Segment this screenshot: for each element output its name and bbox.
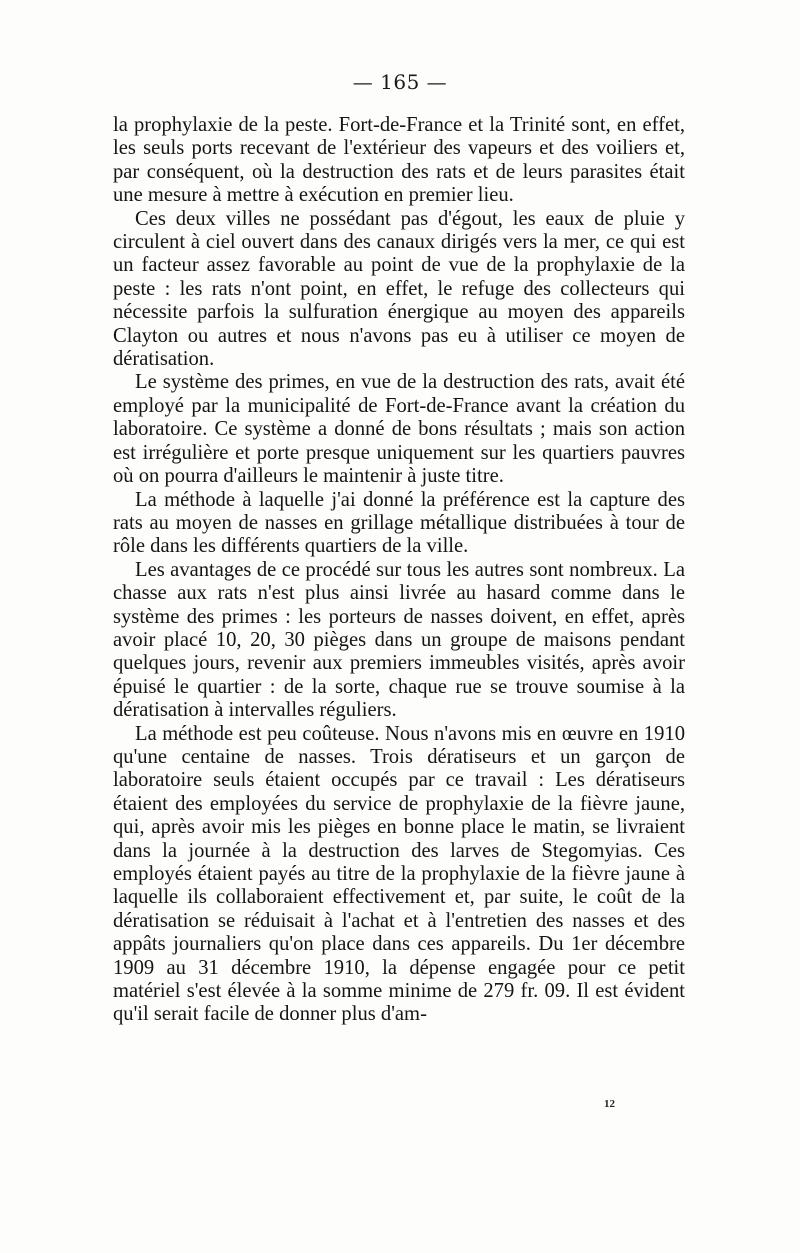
paragraph-5: Les avantages de ce procédé sur tous les autres sont nombreux. La chasse aux rats n'est plus ainsi livrée au hasard comme dans le système des primes : les porteurs de nasses doivent, en effet, après avoir placé 10, 20, 30 pièges dans un groupe de maisons pendant quelques jours, revenir aux premiers immeubles visités, après avoir épuisé le quartier : de la sorte, chaque rue se trouve soumise à la dératisation à intervalles réguliers. — [113, 558, 685, 722]
paragraph-3: Le système des primes, en vue de la destruction des rats, avait été employé par la municipalité de Fort-de-France avant la création du laboratoire. Ce système a donné de bons résultats ; mais son action est irrégulière et porte presque uniquement sur les quartiers pauvres où on pourra d'ailleurs le maintenir à juste titre. — [113, 371, 685, 488]
body-text — [113, 114, 685, 1027]
signature-mark: 12 — [604, 1098, 615, 1110]
paragraph-6: La méthode est peu coûteuse. Nous n'avons mis en œuvre en 1910 qu'une centaine de nasses. Trois dératiseurs et un garçon de laboratoire seuls étaient occupés par ce travail : Les dératiseurs étaient des employées du service de prophylaxie de la fièvre jaune, qui, après avoir mis les pièges en bonne place le matin, se livraient dans la journée à la destruction des larves de Stegomyias. Ces employés étaient payés au titre de la prophylaxie de la fièvre jaune à laquelle ils collaboraient effectivement et, par suite, le coût de la dératisation se réduisait à l'achat et à l'entretien des nasses et des appâts journaliers qu'on place dans ces appareils. Du 1er décembre 1909 au 31 décembre 1910, la dépense engagée pour ce petit matériel s'est élevée à la somme minime de 279 fr. 09. Il est évident qu'il serait facile de donner plus d'am- — [113, 722, 685, 1026]
paragraph-1: la prophylaxie de la peste. Fort-de-France et la Trinité sont, en effet, les seuls ports recevant de l'extérieur des vapeurs et des voiliers et, par conséquent, où la destruction des rats et de leurs parasites était une mesure à mettre à exécution en premier lieu. — [113, 114, 685, 207]
page-number: — 165 — — [352, 70, 448, 94]
paragraph-4: La méthode à laquelle j'ai donné la préférence est la capture des rats au moyen de nasses en grillage métallique distribuées à tour de rôle dans les différents quartiers de la ville. — [113, 488, 685, 558]
paragraph-2: Ces deux villes ne possédant pas d'égout, les eaux de pluie y circulent à ciel ouvert dans des canaux dirigés vers la mer, ce qui est un facteur assez favorable au point de vue de la prophylaxie de la peste : les rats n'ont point, en effet, le refuge des collecteurs qui nécessite parfois la sulfuration énergique au moyen des appareils Clayton ou autres et nous n'avons pas eu à utiliser ce moyen de dératisation. — [113, 207, 685, 371]
